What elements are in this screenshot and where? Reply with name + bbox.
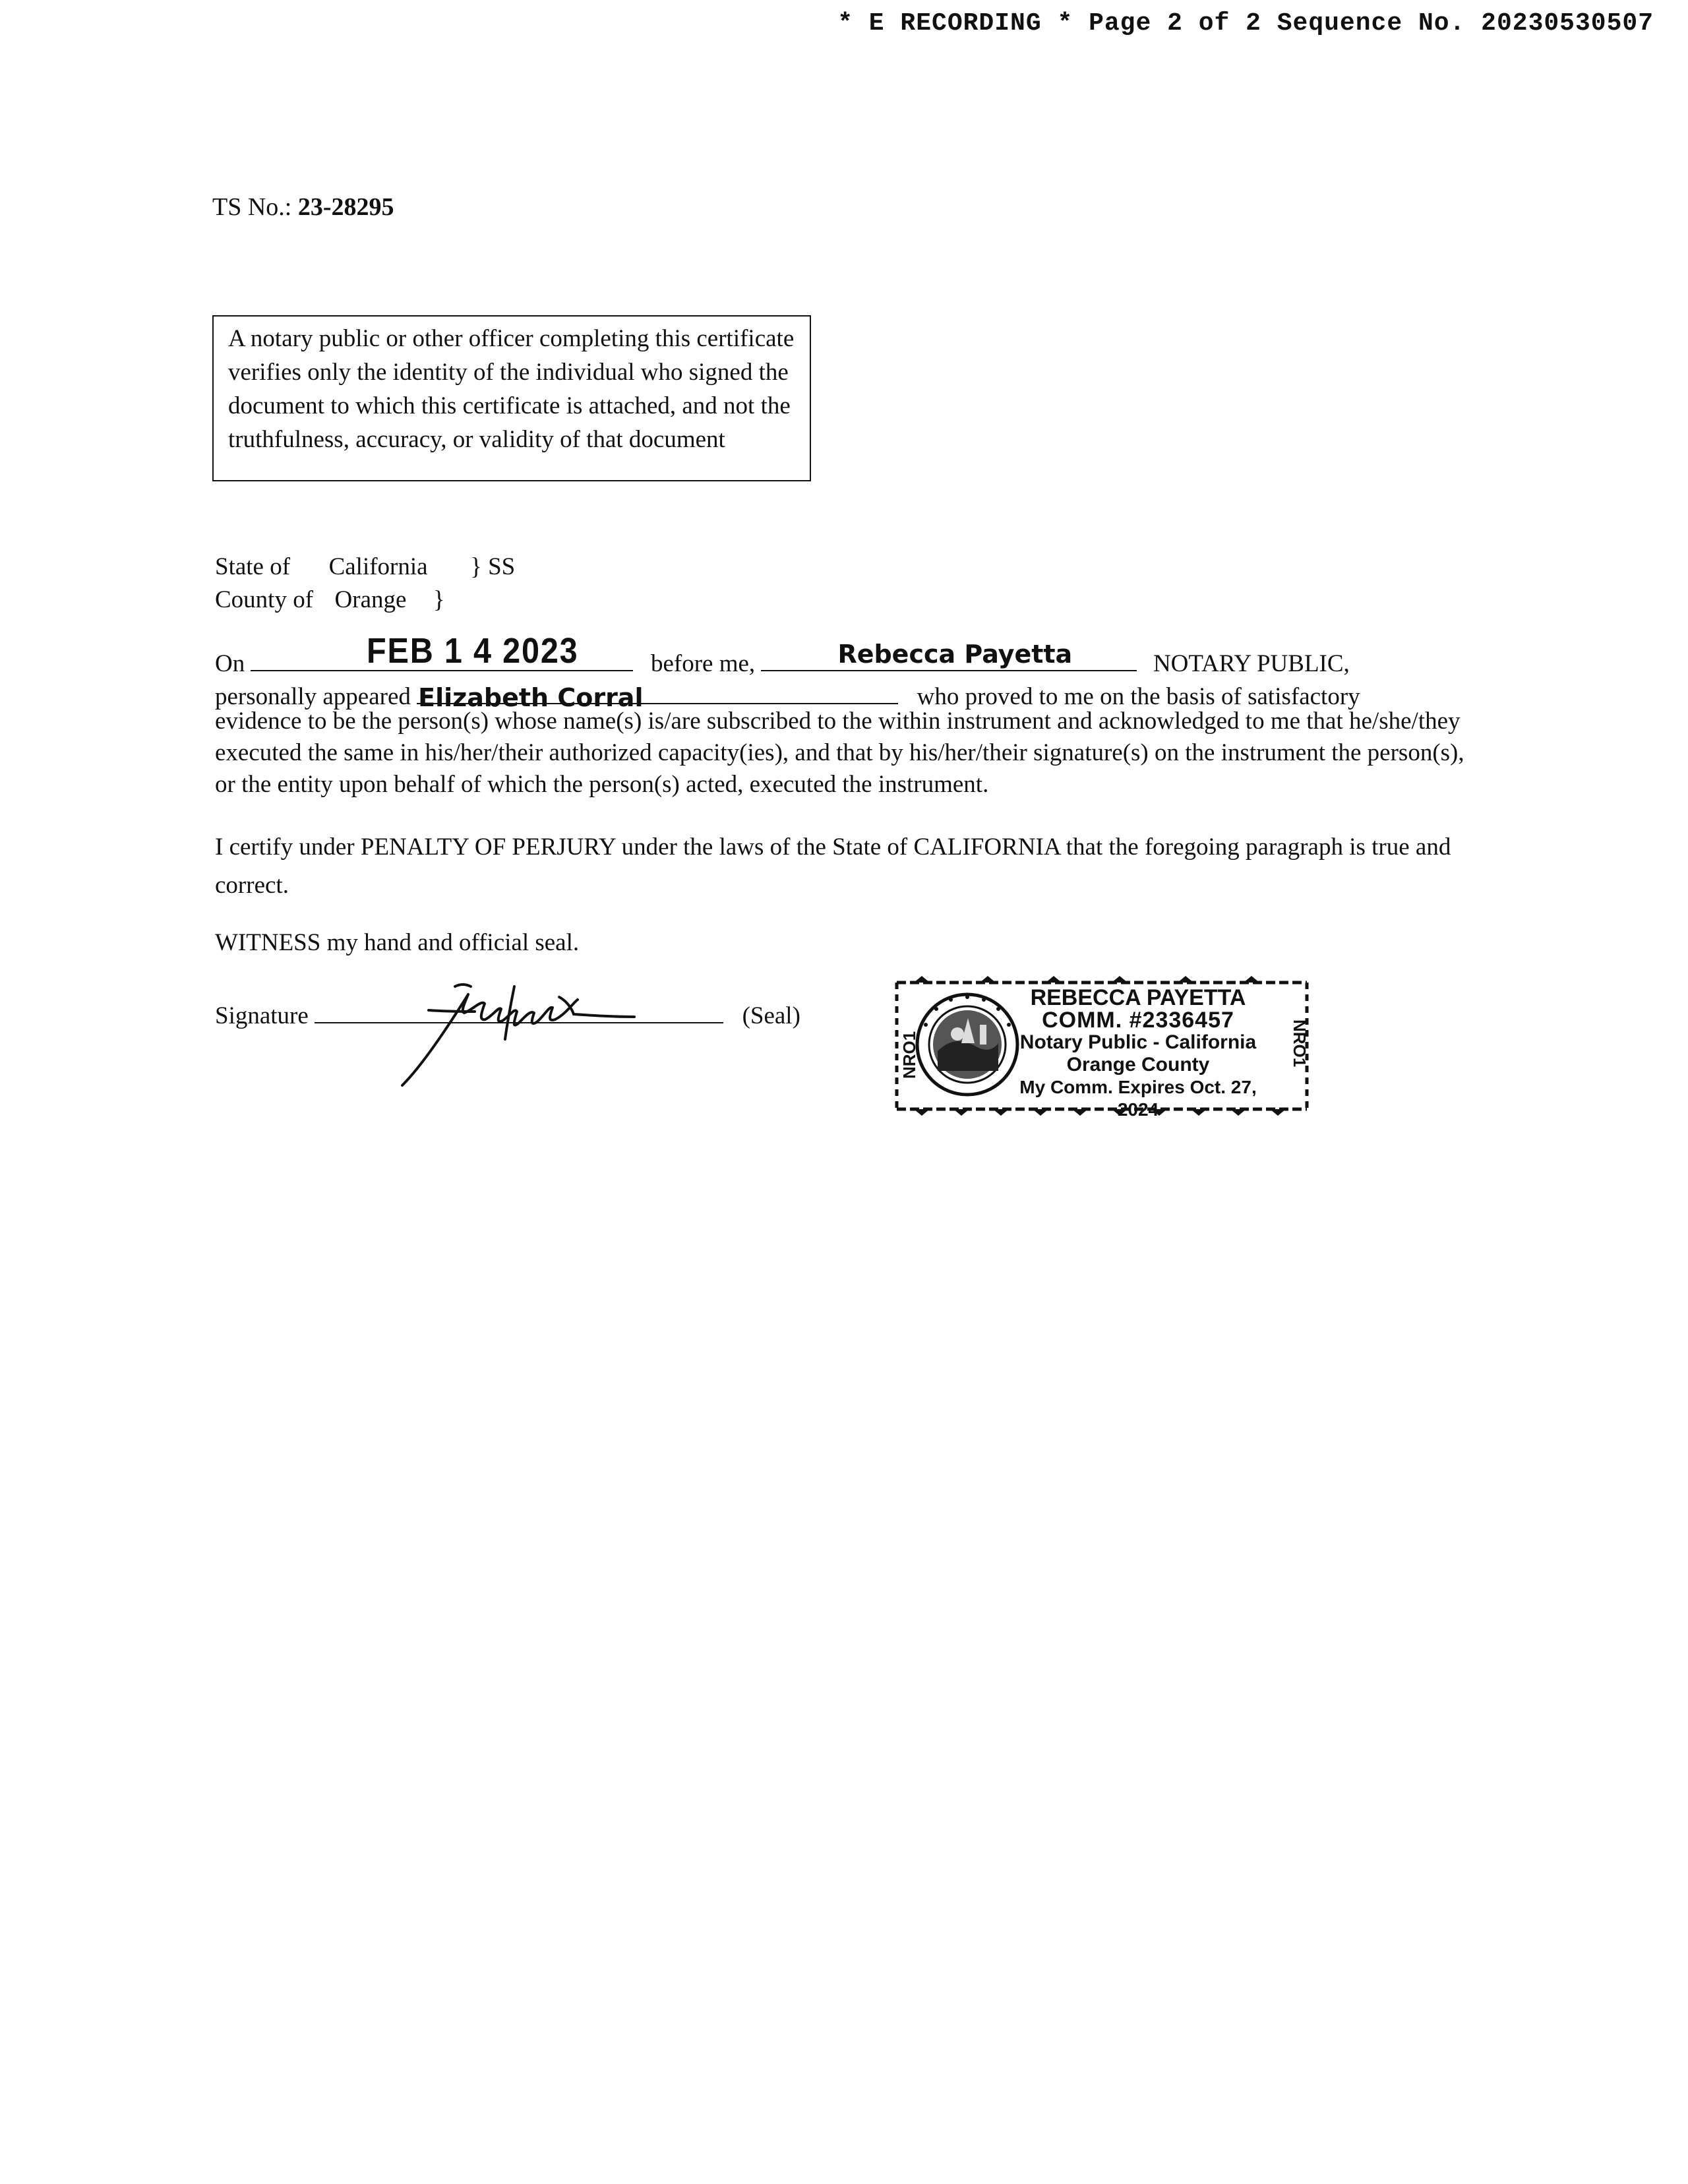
acknowledgment-body: evidence to be the person(s) whose name(s) is/are subscribed to the within instrument and acknowledged to me that he/she/they executed the same in his/her/their authorized capacity(ies), and that by his/her/their signature(s) on the instrument the person(s), or the entity upon behalf of which the person(s) acted, executed the instrument.: [215, 708, 1464, 798]
notary-name-blank: [761, 641, 1137, 671]
notary-stamp: [888, 973, 1316, 1118]
stamp-title: Notary Public - California: [1019, 1031, 1257, 1053]
signer-name-handwritten: Elizabeth Corral: [418, 683, 644, 712]
county-label: County of: [215, 586, 314, 613]
stamp-commission: COMM. #2336457: [1042, 1008, 1234, 1033]
date-stamp: FEB 1 4 2023: [367, 631, 579, 671]
ts-label: TS No.:: [212, 193, 292, 221]
venue-state-line: [215, 553, 515, 581]
acknowledgment-on-line: [215, 631, 1350, 678]
stamp-county: Orange County: [1066, 1054, 1210, 1076]
stamp-code-right: NRO1: [1290, 1019, 1310, 1068]
before-me-label: before me,: [650, 650, 756, 677]
on-label: On: [215, 650, 245, 677]
certification-text: I certify under PENALTY OF PERJURY under the laws of the State of CALIFORNIA that the foregoing paragraph is true and correct.: [215, 834, 1451, 899]
stamp-text-block: [1013, 986, 1263, 1121]
stamp-expiration: My Comm. Expires Oct. 27, 2024: [1019, 1077, 1257, 1120]
notary-name-handwritten: Rebecca Payetta: [837, 640, 1073, 669]
stamp-notary-name: REBECCA PAYETTA: [1030, 985, 1246, 1010]
signer-name-blank: [417, 674, 898, 712]
county-brace: }: [433, 586, 445, 613]
state-value: California: [328, 553, 428, 580]
notary-title: NOTARY PUBLIC,: [1153, 650, 1350, 677]
appeared-label: personally appeared: [215, 683, 411, 710]
disclaimer-text: A notary public or other officer completing this certificate verifies only the identity of the individual who signed the document to which this certificate is attached, and not the truthfulness, accuracy, or validity of that document: [228, 325, 795, 453]
seal-label: (Seal): [742, 1002, 800, 1029]
ss-label: } SS: [470, 553, 516, 580]
state-seal-icon: [911, 979, 1023, 1110]
state-label: State of: [215, 553, 291, 580]
signature-label: Signature: [215, 1002, 309, 1029]
ts-number-line: [212, 193, 394, 222]
date-blank: [251, 631, 633, 671]
venue-county-line: [215, 586, 445, 614]
recording-header: * E RECORDING * Page 2 of 2 Sequence No. 20230530507: [837, 9, 1654, 38]
disclaimer-box: [212, 315, 811, 481]
proved-text: who proved to me on the basis of satisfactory: [917, 683, 1360, 710]
ts-number: 23-28295: [297, 193, 394, 221]
witness-text: WITNESS my hand and official seal.: [215, 929, 580, 956]
handwritten-signature: [349, 960, 679, 1092]
county-value: Orange: [334, 586, 407, 613]
stamp-code-left: NRO1: [899, 1031, 919, 1079]
